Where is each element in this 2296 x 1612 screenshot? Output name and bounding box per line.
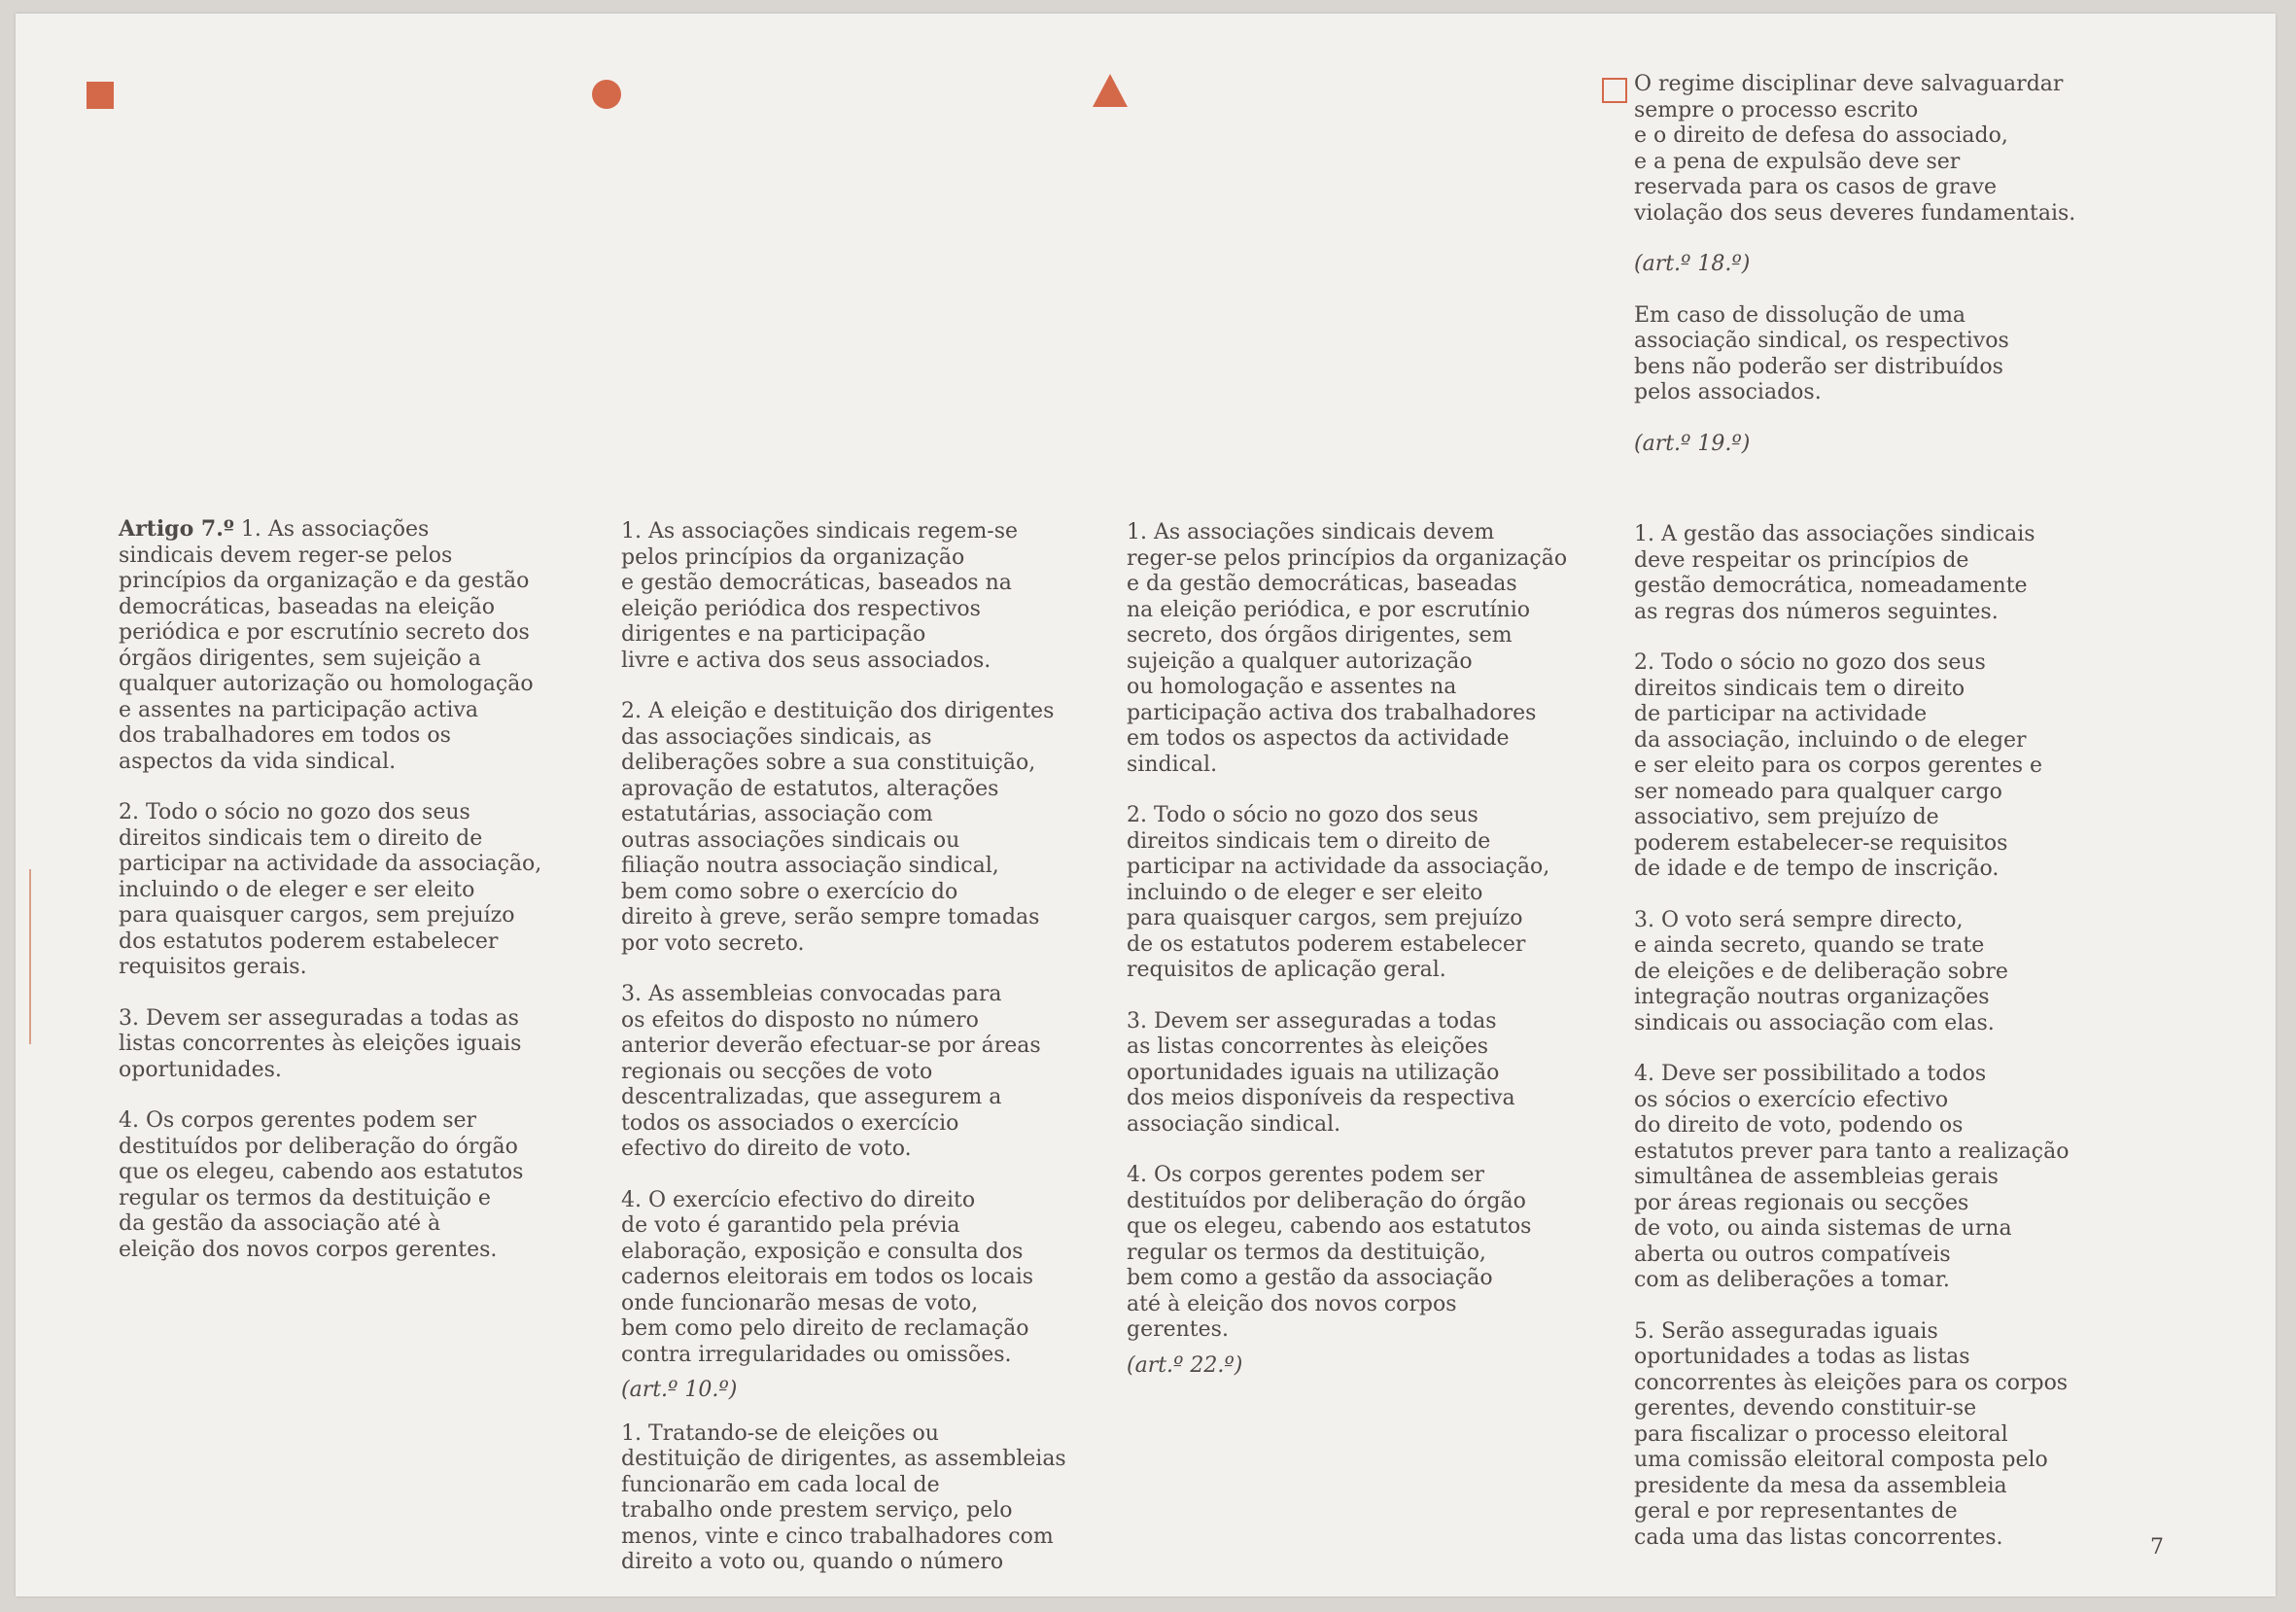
paragraph-2: 2. Todo o sócio no gozo dos seus direitos sindicais tem o direito de participar na actividade da associação, incluindo o de eleger e ser eleito para os corpos gerentes e ser nomeado para qualquer cargo associativo, sem prejuízo de poderem estabelecer-se requisitos de idade e de tempo de inscrição. [1634, 650, 2043, 881]
column-circle [621, 519, 1107, 1601]
column-outline-square [1634, 522, 2120, 1576]
paragraph-1: 1. As associações sindicais regem-se pelos princípios da organização e gestão democráticas, baseados na eleição periódica dos respectivos dirigentes e na participação livre e activa dos seus associados. [621, 519, 1019, 673]
paragraph-5: 1. Tratando-se de eleições ou destituição de dirigentes, as assembleias funcionarão em cada local de trabalho onde prestem serviço, pelo menos, vinte e cinco trabalhadores com direito a voto ou, quando o número [621, 1420, 1066, 1574]
page-number: 7 [2150, 1535, 2164, 1559]
column-square [119, 516, 605, 1288]
document-page [16, 14, 2276, 1596]
quote-column [1634, 72, 2120, 482]
paragraph-2: 2. Todo o sócio no gozo dos seus direitos sindicais tem o direito de participar na actividade da associação, incluindo o de eleger e ser eleito para quaisquer cargos, sem prejuízo dos estatutos poderem estabelecer requisitos gerais. [119, 800, 542, 979]
paragraph-1: 1. As associações sindicais devem reger-se pelos princípios da organização e da gestão democráticas, baseadas na eleição periódica, e por escrutínio secreto, dos órgãos dirigentes, sem sujeição a qualquer autorização ou homologação e assentes na participação activa dos trabalhadores em todos os aspectos da actividade sindical. [1127, 520, 1568, 777]
square-marker-icon [87, 82, 114, 109]
paragraph-text: 1. As associações sindicais devem reger-se pelos princípios da organização e da gestão democráticas, baseadas na eleição periódica e por escrutínio secreto dos órgãos dirigentes, sem sujeição a qualquer autorização ou homologação e assentes na participação activa dos trabalhadores em todos os aspectos da vida sindical. [119, 517, 534, 774]
paragraph-3: 3. Devem ser asseguradas a todas as listas concorrentes às eleições iguais oportunidades. [119, 1005, 522, 1082]
outline-square-marker-icon [1602, 78, 1627, 103]
paragraph-2: 2. A eleição e destituição dos dirigentes das associações sindicais, as deliberações sobre a sua constituição, aprovação de estatutos, alterações estatutárias, associação com outras associações sindicais ou filiação noutra associação sindical, bem como sobre o exercício do direito à greve, serão sempre tomadas por voto secreto. [621, 699, 1055, 956]
paragraph-4: 4. Deve ser possibilitado a todos os sócios o exercício efectivo do direito de voto, podendo os estatutos prever para tanto a realização simultânea de assembleias gerais por áreas regionais ou secções de voto, ou ainda sistemas de urna aberta ou outros compatíveis com as deliberações a tomar. [1634, 1062, 2070, 1292]
quote-paragraph: O regime disciplinar deve salvaguardar sempre o processo escrito e o direito de defesa do associado, e a pena de expulsão deve ser reservada para os casos de grave violação dos seus deveres fundamentais. [1634, 72, 2076, 226]
circle-marker-icon [592, 80, 621, 109]
citation: (art.º 18.º) [1634, 252, 1751, 276]
paragraph-4: 4. Os corpos gerentes podem ser destituídos por deliberação do órgão que os elegeu, cabendo aos estatutos regular os termos da destituição e da gestão da associação até à eleição dos novos corpos gerentes. [119, 1108, 524, 1262]
paragraph-4: 4. O exercício efectivo do direito de voto é garantido pela prévia elaboração, exposição e consulta dos cadernos eleitorais em todos os locais onde funcionarão mesas de voto, bem como pelo direito de reclamação contra irregularidades ou omissões. [621, 1187, 1034, 1367]
citation: (art.º 10.º) [621, 1378, 738, 1402]
citation: (art.º 19.º) [1634, 431, 1751, 456]
column-triangle [1127, 520, 1613, 1404]
quote-paragraph: Em caso de dissolução de uma associação sindical, os respectivos bens não poderão ser distribuídos pelos associados. [1634, 302, 2009, 404]
citation: (art.º 22.º) [1127, 1352, 1243, 1378]
paragraph-5: 5. Serão asseguradas iguais oportunidades a todas as listas concorrentes às eleições para os corpos gerentes, devendo constituir-se para fiscalizar o processo eleitoral uma comissão eleitoral composta pelo presidente da mesa da assembleia geral e por representantes de cada uma das listas concorrentes. [1634, 1318, 2069, 1550]
triangle-marker-icon [1093, 74, 1128, 107]
paragraph-4: 4. Os corpos gerentes podem ser destituídos por deliberação do órgão que os elegeu, cabendo aos estatutos regular os termos da destituição, bem como a gestão da associação até à eleição dos novos corpos gerentes. [1127, 1163, 1532, 1342]
article-label: Artigo 7.º [119, 516, 234, 542]
paragraph-1: 1. A gestão das associações sindicais deve respeitar os princípios de gestão democrática, nomeadamente as regras dos números seguintes. [1634, 522, 2035, 624]
page-fold-mark [29, 869, 31, 1044]
paragraph-3: 3. Devem ser asseguradas a todas as listas concorrentes às eleições oportunidades iguais na utilização dos meios disponíveis da respectiva associação sindical. [1127, 1008, 1515, 1137]
paragraph-2: 2. Todo o sócio no gozo dos seus direitos sindicais tem o direito de participar na actividade da associação, incluindo o de eleger e ser eleito para quaisquer cargos, sem prejuízo de os estatutos poderem estabelecer requisitos de aplicação geral. [1127, 803, 1550, 982]
paragraph-1 [119, 516, 605, 775]
paragraph-3: 3. O voto será sempre directo, e ainda secreto, quando se trate de eleições e de deliberação sobre integração noutras organizações sindicais ou associação com elas. [1634, 907, 2008, 1035]
paragraph-3: 3. As assembleias convocadas para os efeitos do disposto no número anterior deverão efectuar-se por áreas regionais ou secções de voto descentralizadas, que assegurem a todos os associados o exercício efectivo do direito de voto. [621, 982, 1041, 1161]
